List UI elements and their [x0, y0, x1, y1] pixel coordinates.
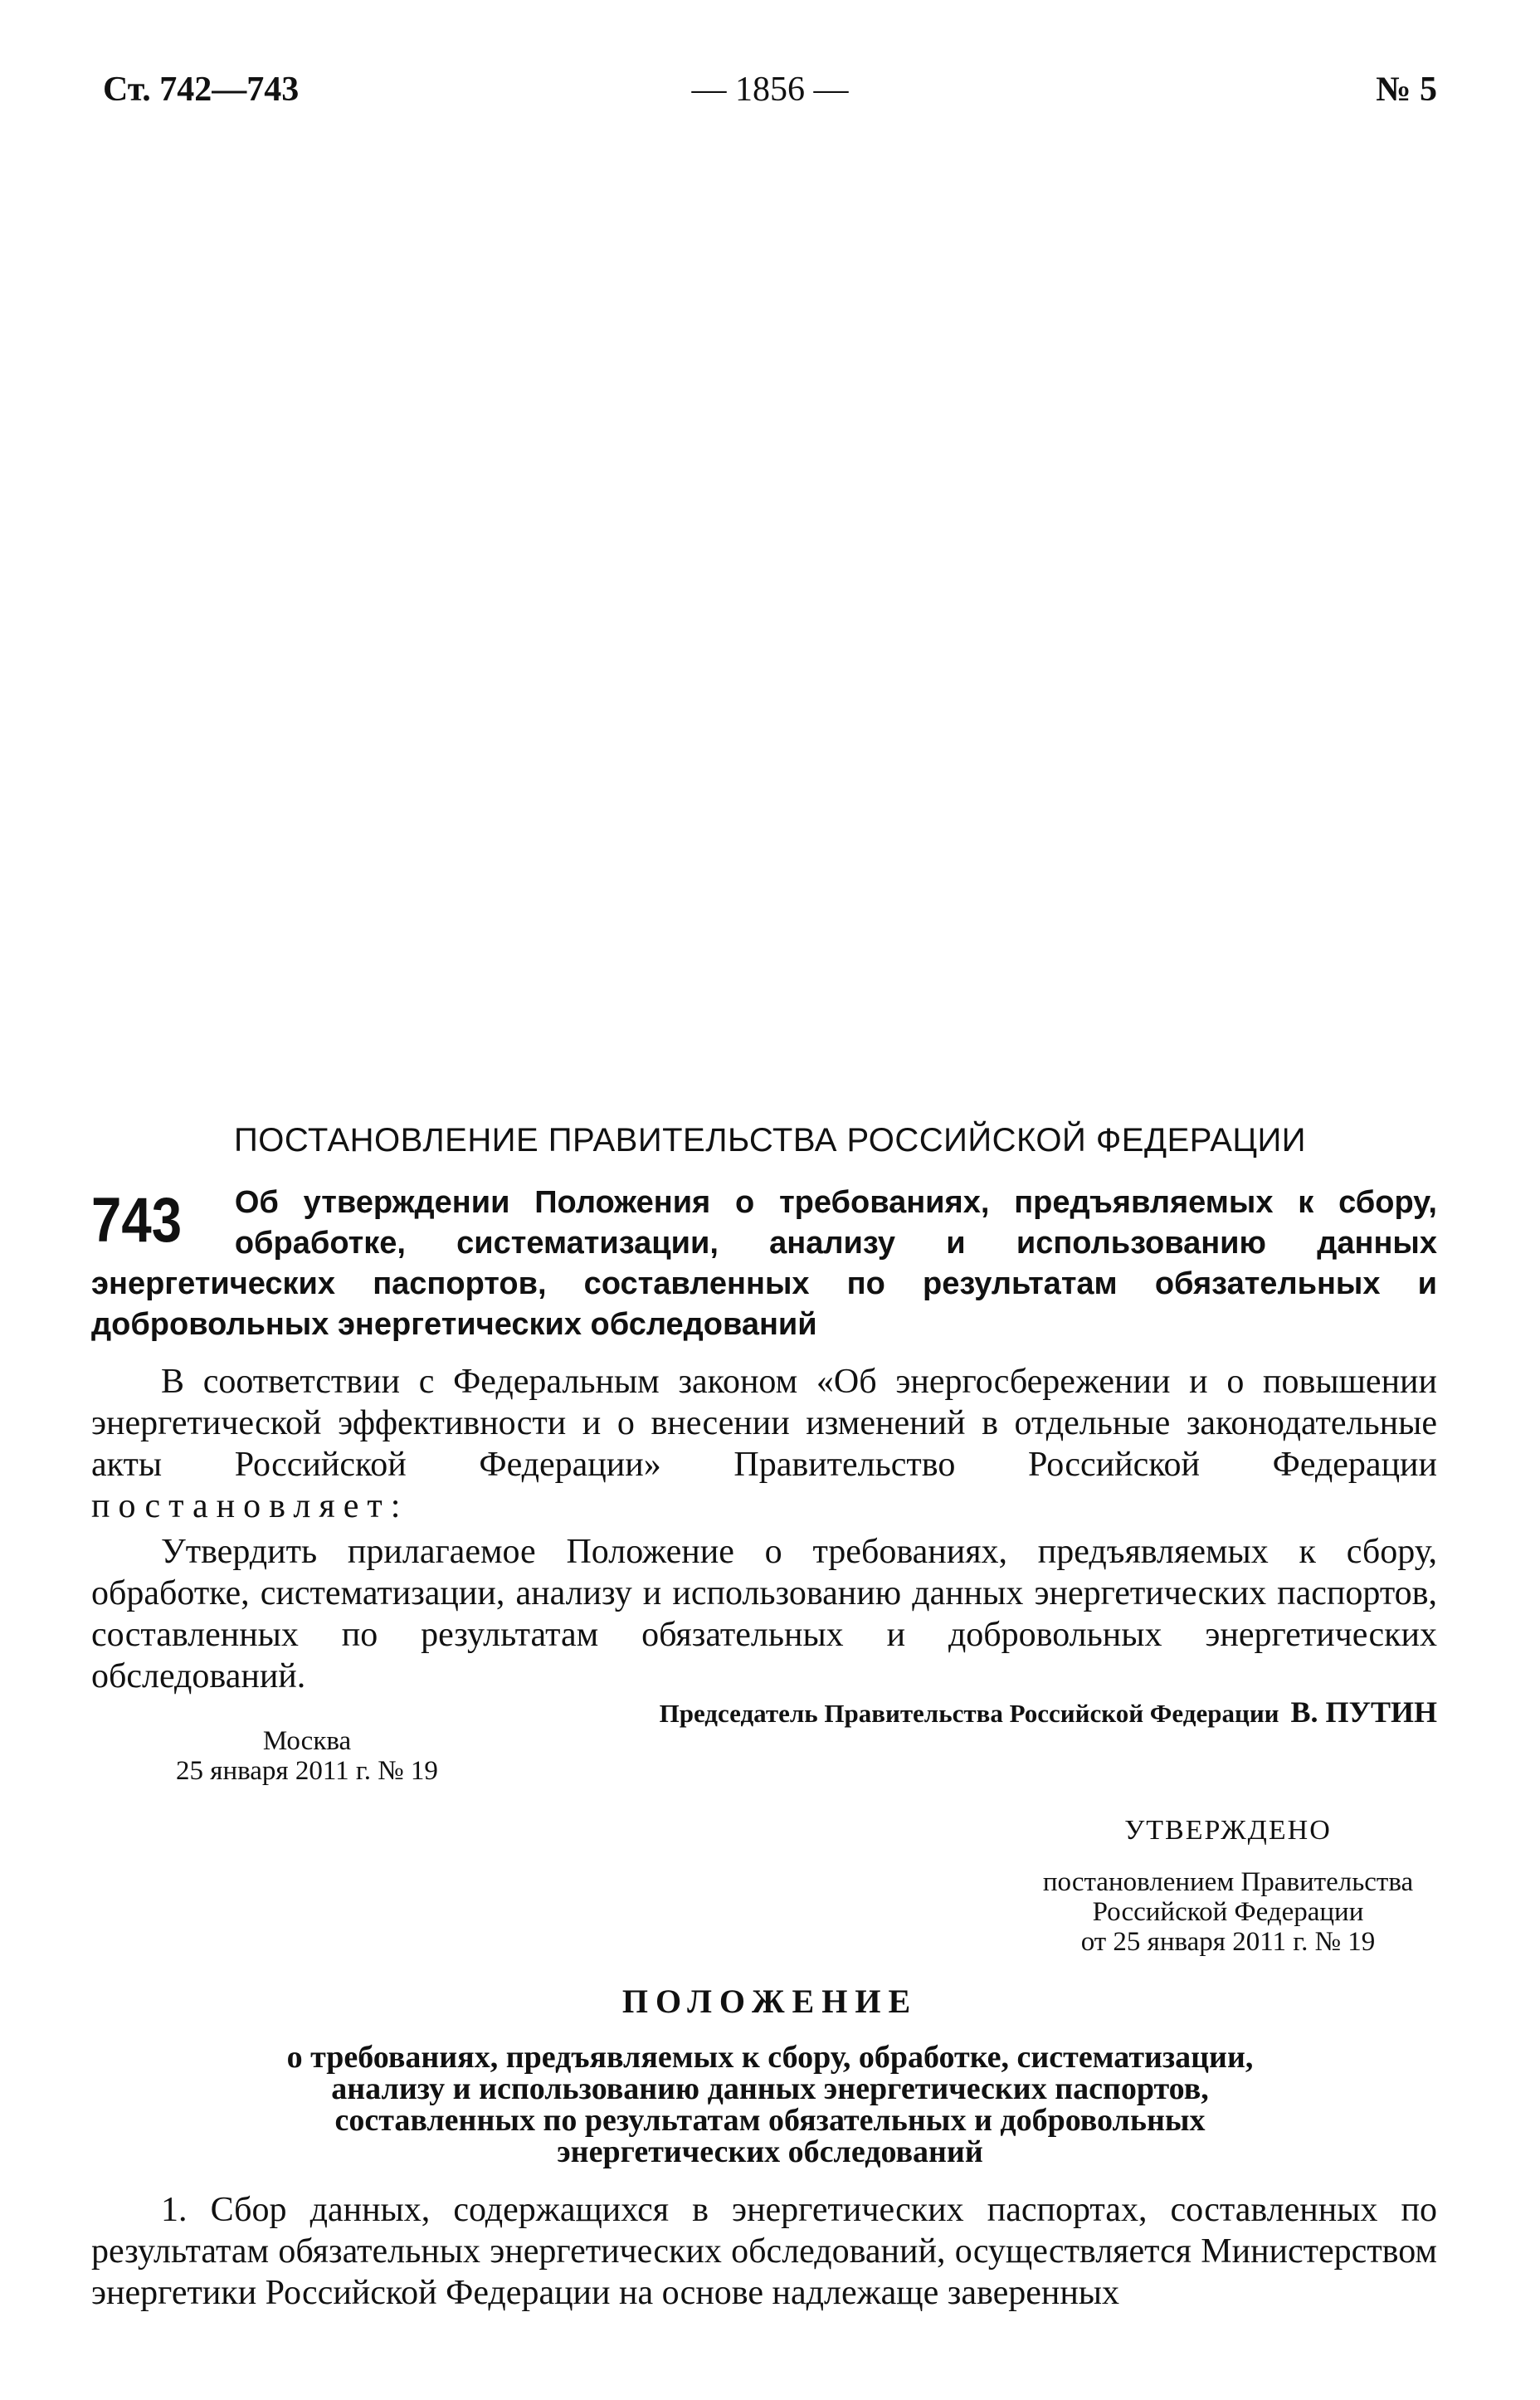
approve-paragraph: Утвердить прилагаемое Положение о требованиях, предъявляемых к сбору, обработке, систематизации, анализу и использованию данных энергетических паспортов, составленных по результатам обязательных и добровольных энергетических обследований. [91, 1533, 1437, 1695]
approved-line-3: от 25 января 2011 г. № 19 [1080, 1927, 1376, 1957]
approved-line-1: постановлением Правительства [1042, 1867, 1414, 1897]
signature-line [660, 1695, 1437, 1729]
page-header [103, 70, 1437, 120]
clause-1-paragraph: 1. Сбор данных, содержащихся в энергетических паспортах, составленных по результатам обязательных энергетических обследований, осуществляется Министерством энергетики Российской Федерации на основе надлежаще заверенных [91, 2191, 1437, 2312]
decree-title: Об утверждении Положения о требованиях, предъявляемых к сбору, обработке, систематизации, анализу и использованию данных энергетических паспортов, составленных по результатам обязательных и добровольных энергетических обследований [91, 1185, 1437, 1342]
place-and-date [158, 1726, 456, 1786]
approved-line-2: Российской Федерации [1092, 1897, 1364, 1927]
decree-type-heading: ПОСТАНОВЛЕНИЕ ПРАВИТЕЛЬСТВА РОССИЙСКОЙ ФЕДЕРАЦИИ [233, 1122, 1307, 1159]
regulation-title: ПОЛОЖЕНИЕ [621, 1983, 919, 2020]
preamble-text: В соответствии с Федеральным законом «Об энергосбережении и о повышении энергетической эффективности и о внесении изменений в отдельные законодательные акты Российской Федерации» Правительство Российской Федерации [91, 1363, 1437, 1484]
city: Москва [262, 1726, 352, 1756]
regulation-subtitle: о требованиях, предъявляемых к сбору, обработке, систематизации, анализу и использованию данных энергетических паспортов, составленных по результатам обязательных и добровольных энергетических обследований [286, 2040, 1254, 2169]
decree-heading-block [91, 1183, 1437, 1345]
signatory-name: В. ПУТИН [1290, 1695, 1437, 1729]
page-number: — 1856 — [691, 71, 849, 109]
approval-stamp [1012, 1816, 1444, 1957]
issue-number: № 5 [1376, 71, 1437, 109]
preamble-paragraph [91, 1361, 1437, 1527]
article-range: Ст. 742—743 [103, 71, 300, 109]
resolves-word: постановляет: [91, 1487, 409, 1525]
decree-date: 25 января 2011 г. № 19 [176, 1756, 438, 1786]
decree-number: 743 [91, 1185, 183, 1256]
signatory-position: Председатель Правительства Российской Федерации [659, 1699, 1279, 1728]
approved-label: УТВЕРЖДЕНО [1124, 1815, 1332, 1846]
